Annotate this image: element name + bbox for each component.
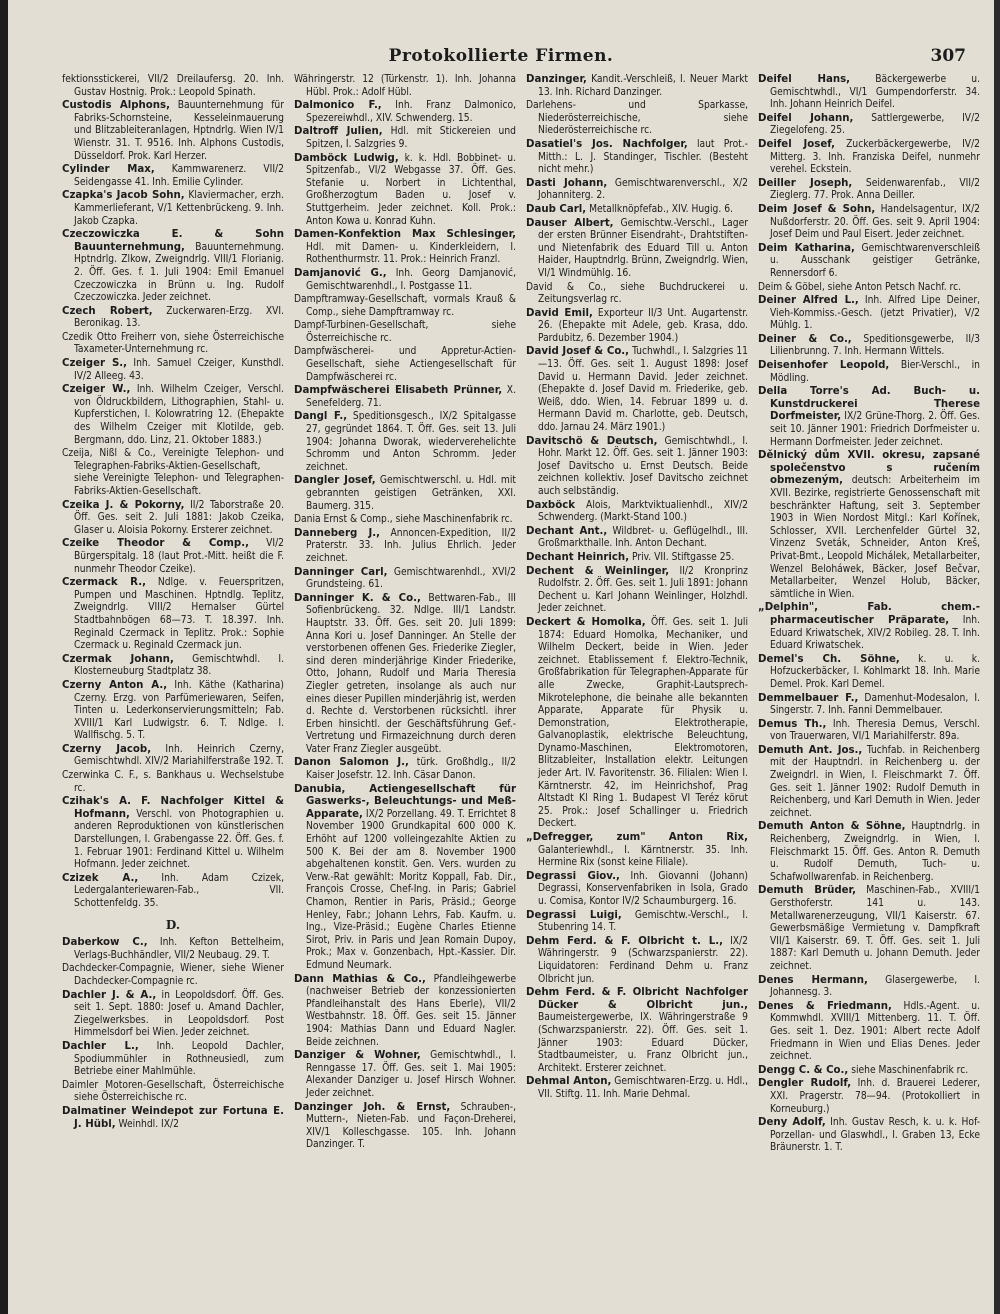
- firm-entry: [294, 229, 516, 267]
- firm-entry: [62, 100, 284, 163]
- firm-name: Deifel Josef,: [758, 138, 835, 150]
- firm-name: Damjanović G.,: [294, 267, 387, 279]
- firm-name: Dalmatiner Weindepot zur Fortuna E. J. Hübl,: [62, 1105, 284, 1130]
- firm-entry: [62, 332, 284, 357]
- firm-name: Dauser Albert,: [526, 217, 614, 229]
- firm-name: Damböck Ludwig,: [294, 152, 399, 164]
- firm-name: Dechant Heinrich,: [526, 551, 630, 563]
- firm-entry: [62, 654, 284, 679]
- firm-details: Ndlge. v. Feuerspritzen, Pumpen und Maschinen. Hptndlg. Teplitz, Zweigndrlg. VIII/2 Hernalser Gürtel Stadtbahnbögen 68—73. T. 18.397. Inh. Reginald Czermack in Teplitz. Prok.: Sophie Czermack u. Reginald Czermack jun.: [74, 577, 284, 652]
- firm-name: David Josef & Co.,: [526, 346, 630, 358]
- firm-entry: [62, 990, 284, 1040]
- firm-name: Dachler L.,: [62, 1040, 139, 1052]
- firm-entry: [526, 218, 748, 281]
- firm-entry: [294, 974, 516, 1050]
- firm-name: Dann Mathias & Co.,: [294, 973, 426, 985]
- firm-entry: [758, 282, 980, 295]
- firm-entry: [294, 1050, 516, 1100]
- firm-details: Kandit.-Verschleiß, I. Neuer Markt 13. Inh. Richard Danzinger.: [538, 74, 748, 98]
- firm-name: Czeczowiczka E. & Sohn Bauunternehmung,: [62, 229, 284, 253]
- firm-entry: [294, 514, 516, 527]
- firm-name: Danubia, Actiengesellschaft für Gaswerks-, Beleuchtungs- und Meß-Apparate,: [294, 783, 516, 820]
- firm-name: Danninger Carl,: [294, 566, 388, 578]
- firm-details: fektionsstickerei, VII/2 Dreilaufersg. 20. Inh. Gustav Hostnig. Prok.: Leopold Spinath.: [62, 74, 284, 98]
- firm-entry: [294, 320, 516, 345]
- firm-entry: [758, 1065, 980, 1078]
- firm-details: Inh. Theresia Demus, Verschl. von Trauerwaren, VI/1 Mariahilferstr. 89a.: [770, 718, 980, 743]
- firm-details: Inh. Samuel Czeiger, Kunsthdl. IV/2 Alleeg. 43.: [74, 358, 284, 382]
- firm-details: Annoncen-Expedition, II/2 Praterstr. 33. Inh. Julius Ehrlich. Jeder zeichnet.: [306, 527, 516, 564]
- firm-details: Galanteriewhdl., I. Kärntnerstr. 35. Inh. Hermine Rix (sonst keine Filiale).: [538, 844, 748, 869]
- firm-entry: [526, 1076, 748, 1101]
- firm-details: Seidenwarenfab., VII/2 Zieglerg. 77. Prok. Anna Deiller.: [770, 177, 980, 202]
- firm-details: Dania Ernst & Comp., siehe Maschinenfabrik rc.: [294, 514, 513, 526]
- column-1: [62, 74, 284, 1304]
- firm-details: Dampftramway-Gesellschaft, vormals Krauß & Comp., siehe Dampftramway rc.: [294, 294, 516, 318]
- firm-name: Davitschö & Deutsch,: [526, 435, 658, 447]
- firm-name: Czerny Jacob,: [62, 743, 152, 755]
- firm-entry: [526, 100, 748, 138]
- firm-entry: [526, 526, 748, 551]
- firm-entry: [294, 411, 516, 474]
- firm-details: Deim & Göbel, siehe Anton Petsch Nachf. rc.: [758, 281, 962, 293]
- firm-entry: [526, 346, 748, 434]
- firm-details: Gemischtwhdl. I. Klosterneuburg Stadtplatz 38.: [74, 653, 284, 678]
- firm-entry: [62, 1106, 284, 1131]
- firm-name: Czeika J. & Pokorny,: [62, 499, 185, 511]
- firm-details: Handelsagentur, IX/2 Nußdorferstr. 20. Öff. Ges. seit 9. April 1904: Josef Deim und Paul Eisert. Jeder zeichnet.: [770, 203, 980, 241]
- firm-details: Dampf-Turbinen-Gesellschaft, siehe Österreichische rc.: [294, 320, 516, 344]
- firm-details: siehe Maschinenfabrik rc.: [848, 1064, 969, 1076]
- firm-details: VI/2 Bürgerspitalg. 18 (laut Prot.-Mitt. heißt die F. nunmehr Theodor Czeike).: [74, 538, 284, 575]
- firm-details: Kammwarenerz. VII/2 Seidengasse 41. Inh. Emilie Cylinder.: [74, 164, 284, 188]
- firm-details: Inh. Georg Damjanović, Gemischtwarenhdl., I. Postgasse 11.: [306, 267, 516, 292]
- firm-entry: [62, 680, 284, 743]
- firm-name: Czermack R.,: [62, 577, 146, 589]
- firm-name: Dachler J. & A.,: [62, 989, 157, 1001]
- firm-details: IX/2 Währingerstr. 9 (Schwarzspanierstr. 22). Liquidatoren: Ferdinand Dehm u. Franz Olbricht jun.: [538, 935, 748, 985]
- directory-columns: [62, 74, 978, 1304]
- firm-name: Deny Adolf,: [758, 1117, 826, 1129]
- firm-entry: [758, 386, 980, 449]
- firm-entry: [526, 936, 748, 986]
- firm-name: Daberkow C.,: [62, 937, 148, 949]
- firm-details: Bäckergewerbe u. Gemischtwhdl., VI/1 Gumpendorferstr. 34. Inh. Johann Heinrich Deifel.: [770, 74, 980, 111]
- firm-entry: [294, 593, 516, 757]
- column-3: [526, 74, 748, 1304]
- firm-details: Daimler Motoren-Gesellschaft, Österreichische siehe Österreichische rc.: [62, 1079, 284, 1104]
- firm-entry: [758, 821, 980, 884]
- firm-name: Dampfwäscherei Elisabeth Prünner,: [294, 385, 503, 397]
- firm-details: Inh. Eduard Kriwatschek, XIV/2 Robileg. 28. T. Inh. Eduard Kriwatschek.: [770, 614, 980, 652]
- firm-entry: [62, 306, 284, 331]
- firm-name: Deiner Alfred L.,: [758, 295, 859, 307]
- firm-details: Zuckerwaren-Erzg. XVI. Beronikag. 13.: [74, 305, 284, 330]
- firm-entry: [294, 126, 516, 151]
- firm-entry: [62, 538, 284, 576]
- firm-entry: [294, 294, 516, 319]
- firm-details: Hauptndrlg. in Reichenberg, Zweigndrlg. in Wien, I. Fleischmarkt 15. Öff. Ges. Anton R. Demuth u. Rudolf Demuth, Tuch- u. Schafwollwarenfab. in Reichenberg.: [770, 821, 980, 883]
- firm-entry: [526, 436, 748, 499]
- firm-details: Hdls.-Agent. u. Kommwhdl. XVIII/1 Mittenberg. 11. T. Öff. Ges. seit 1. Dez. 1901: Albert recte Adolf Friedmann in Wien und Elias Denes. Jeder zeichnet.: [770, 1000, 980, 1063]
- firm-entry: [62, 1080, 284, 1105]
- firm-name: Deiller Joseph,: [758, 177, 853, 189]
- firm-details: Inh. Gustav Resch, k. u. k. Hof-Porzellan- und Glaswhdl., I. Graben 13, Ecke Bräunerstr. 1. T.: [770, 1117, 980, 1154]
- firm-details: II/2 Kronprinz Rudolfstr. 2. Öff. Ges. seit 1. Juli 1891: Johann Dechent u. Karl Johann Weinlinger, Holzhdl. Jeder zeichnet.: [538, 565, 748, 615]
- firm-name: Custodis Alphons,: [62, 100, 170, 112]
- firm-details: Gemischtwarenverschl., X/2 Johanniterg. 2.: [538, 177, 748, 202]
- firm-entry: [526, 139, 748, 177]
- firm-entry: [526, 617, 748, 831]
- firm-entry: [294, 1102, 516, 1152]
- firm-name: Dalmonico F.,: [294, 100, 382, 112]
- firm-name: Deim Josef & Sohn,: [758, 203, 876, 215]
- firm-name: Czeiger W.,: [62, 384, 131, 396]
- firm-name: Denes & Friedmann,: [758, 1000, 892, 1012]
- firm-details: Schrauben-, Muttern-, Nieten-Fab. und Façon-Dreherei, XIV/1 Kolleschgasse. 105. Inh. Johann Danzinger. T.: [306, 1101, 516, 1151]
- scan-edge: [0, 0, 8, 1314]
- firm-name: Danon Salomon J.,: [294, 757, 409, 769]
- firm-entry: [62, 358, 284, 383]
- firm-details: Bauunternehmung für Fabriks-Schornsteine, Kesseleinmauerung und Blitzableiteranlagen, Hptndrlg. Wien IV/1 Wienstr. 31. T. 9516. Inh. Alphons Custodis, Düsseldorf. Prok. Karl Herzer.: [74, 100, 284, 162]
- firm-entry: [294, 385, 516, 410]
- firm-details: Speditionsgewerbe, II/3 Lilienbrunng. 7. Inh. Hermann Wittels.: [770, 333, 980, 358]
- firm-details: Gemischtwarenverschleiß u. Ausschank geistiger Getränke, Rennersdorf 6.: [770, 242, 980, 279]
- firm-details: Öff. Ges. seit 1. Juli 1874: Eduard Homolka, Mechaniker, und Wilhelm Deckert, beide in Wien. Jeder zeichnet. Etablissement f. Elektro-Technik, Großfabrikation für Telegraphen-Apparate für alle Zwecke, Graphit-Lautsprech-Mikrotelephone, die beinahe alle bekannten Apparate, Apparate für Physik u. Demonstration, Elektrotherapie, Galvanoplastik, elektrische Beleuchtung, Dynamo-Maschinen, Elektromotoren, Blitzableiter, Installation elektr. Leitungen jeder Art. IV. Favoritenstr. 36. Filialen: Wien I. Kärntnerstr. 42, im Heinrichshof, Prag Altstadt Kl Ring 1. Budapest VI Teréz körut 25. Prok.: Josef Schallinger u. Friedrich Deckert.: [538, 616, 748, 830]
- firm-details: Tuchfab. in Reichenberg mit der Hauptndrl. in Reichenberg u. der Zweigndrl. in Wien, I. Fleischmarkt 7. Öff. Ges. seit 1. Jänner 1902: Rudolf Demuth in Reichenberg, und Karl Demuth in Wien. Jeder zeichnet.: [770, 744, 980, 819]
- firm-entry: [62, 448, 284, 498]
- firm-details: Bauunternehmung. Hptndrlg. Zlkow, Zweigndrlg. VIII/1 Florianig. 2. Öff. Ges. f. 1. Juli 1904: Emil Emanuel Czeczowiczka in Brünn u. Ing. Rudolf Czeczowiczka. Jeder zeichnet.: [74, 241, 284, 304]
- firm-details: IX/2 Grüne-Thorg. 2. Öff. Ges. seit 10. Jänner 1901: Friedrich Dorfmeister u. Hermann Dorfmeister. Jeder zeichnet.: [770, 411, 980, 448]
- firm-entry: [294, 528, 516, 566]
- firm-name: Denes Hermann,: [758, 974, 868, 986]
- firm-name: Deifel Hans,: [758, 74, 851, 85]
- firm-entry: [62, 937, 284, 962]
- firm-entry: [526, 282, 748, 307]
- firm-entry: [62, 190, 284, 228]
- firm-entry: [758, 178, 980, 203]
- firm-details: Verschl. von Photographien u. anderen Reproduktionen von künstlerischen Darstellungen, I. Grabengasse 22. Öff. Ges. f. 1. Februar 1901: Ferdinand Kittel u. Wilhelm Hofmann. Jeder zeichnet.: [74, 808, 284, 871]
- firm-entry: [294, 475, 516, 513]
- firm-name: Dasti Johann,: [526, 177, 608, 189]
- firm-details: Czerwinka C. F., s. Bankhaus u. Wechselstube rc.: [62, 770, 284, 794]
- firm-details: Gemischtw.-Verschl., I. Stubenring 14. T.: [538, 909, 748, 934]
- firm-details: Wildbret- u. Geflügelhdl., III. Großmarkthalle. Inh. Anton Dechant.: [538, 525, 748, 550]
- firm-entry: [62, 500, 284, 538]
- firm-name: Demmelbauer F.,: [758, 692, 859, 704]
- firm-details: Sattlergewerbe, IV/2 Ziegelofeng. 25.: [770, 112, 980, 137]
- firm-entry: [62, 577, 284, 653]
- firm-details: Inh. Wilhelm Czeiger, Verschl. von Öldruckbildern, Lithographien, Stahl- u. Kupferstichen, I. Kolowratring 12. (Ehepakte des Wilhelm Czeiger mit Klotilde, geb. Bergmann, ddo. Linz, 21. Oktober 1883.): [74, 384, 284, 446]
- firm-entry: [758, 450, 980, 601]
- firm-details: Maschinen-Fab., XVIII/1 Gersthoferstr. 141 u. 143. Metallwarenerzeugung, VII/1 Kaiserstr. 67. Gewerbsmäßige Vermietung v. Dampfkraft VII/1 Kaiserstr. 69. T. Öff. Ges. seit 1. Juli 1887: Karl Demuth u. Johann Demuth. Jeder zeichnet.: [770, 885, 980, 972]
- firm-entry: [526, 204, 748, 217]
- firm-details: David & Co., siehe Buchdruckerei u. Zeitungsverlag rc.: [526, 281, 748, 306]
- firm-entry: [758, 975, 980, 1000]
- firm-name: Czeiger S.,: [62, 358, 128, 370]
- firm-entry: [294, 268, 516, 293]
- column-2: [294, 74, 516, 1304]
- firm-entry: [758, 74, 980, 112]
- section-letter: D.: [165, 917, 181, 932]
- firm-name: Czerny Anton A.,: [62, 679, 168, 691]
- firm-name: Deisenhofer Leopold,: [758, 360, 890, 372]
- firm-details: Damenhut-Modesalon, I. Singerstr. 7. Inh. Fanni Demmelbauer.: [770, 692, 980, 717]
- firm-name: Czech Robert,: [62, 305, 153, 317]
- firm-entry: [294, 153, 516, 229]
- firm-entry: [758, 139, 980, 177]
- firm-entry: [758, 243, 980, 281]
- firm-name: Demel's Ch. Söhne,: [758, 653, 900, 665]
- firm-name: Dehm Ferd. & F. Olbricht t. L.,: [526, 935, 723, 947]
- firm-details: Inh. Kefton Bettelheim, Verlags-Buchhändler, VII/2 Neubaug. 29. T.: [74, 937, 284, 961]
- firm-entry: [294, 100, 516, 125]
- firm-name: Degrassi Luigi,: [526, 909, 622, 921]
- firm-name: Daltroff Julien,: [294, 126, 383, 138]
- firm-entry: [62, 770, 284, 795]
- running-title: Protokollierte Firmen.: [388, 46, 614, 66]
- firm-entry: [294, 567, 516, 592]
- firm-details: deutsch: Arbeiterheim im XVII. Bezirke, registrierte Genossenschaft mit beschränkter Haftung, seit 3. September 1903 in Wien Nordost Mitgl.: Karl Kořínek, Schlosser, XVII. Lerchenfelder Gürtel 32, Vinzenz Sveták, Schneider, Anton Kreš, Privat-Bmt., Leopold Michálek, Metallarbeiter, Wenzel Beloháwek, Bäcker, Josef Bečvar, Metallarbeiter, Wenzel Holub, Bäcker, sämtliche in Wien.: [770, 475, 980, 600]
- firm-entry: [758, 113, 980, 138]
- firm-details: Inh. Käthe (Katharina) Czerny. Erzg. von Parfümeriewaren, Seifen, Tinten u. Lederkonservierungsmitteln; Fab. XVIII/1 Karl Ludwigstr. 6. T. Ndlge. I. Wallfischg. 5. T.: [74, 679, 284, 742]
- firm-name: David Emil,: [526, 307, 593, 319]
- firm-name: Dengler Rudolf,: [758, 1078, 852, 1090]
- firm-entry: [62, 963, 284, 988]
- firm-details: Metallknöpfefab., XIV. Hugig. 6.: [586, 203, 733, 215]
- firm-details: Bier-Verschl., in Mödling.: [770, 360, 980, 384]
- firm-details: Hdl. mit Stickereien und Spitzen, I. Salzgries 9.: [306, 126, 516, 150]
- firm-name: „Defregger, zum" Anton Rix,: [526, 832, 748, 844]
- firm-entry: [758, 295, 980, 333]
- firm-name: Dangl F.,: [294, 411, 348, 423]
- firm-name: Deiner & Co.,: [758, 333, 852, 345]
- firm-name: Demuth Brüder,: [758, 885, 856, 897]
- firm-name: Degrassi Giov.,: [526, 870, 620, 882]
- firm-details: Gemischtwaren-Erzg. u. Hdl., VII. Stiftg. 11. Inh. Marie Dehmal.: [538, 1076, 748, 1100]
- firm-name: Dechent & Weinlinger,: [526, 565, 670, 577]
- firm-name: Danziger & Wohner,: [294, 1050, 421, 1062]
- firm-entry: [526, 910, 748, 935]
- firm-entry: [526, 566, 748, 616]
- firm-details: Klaviermacher, erzh. Kammerlieferant, V/1 Kettenbrückeng. 9. Inh. Jakob Czapka.: [74, 190, 284, 227]
- firm-name: Czeike Theodor & Comp.,: [62, 538, 249, 550]
- firm-details: Hdl. mit Damen- u. Kinderkleidern, I. Rothenthurmstr. 11. Prok.: Heinrich Franzl.: [306, 241, 516, 266]
- firm-details: X. Senefelderg. 71.: [306, 385, 516, 409]
- firm-entry: [62, 229, 284, 305]
- firm-entry: [526, 832, 748, 870]
- firm-details: Gemischtwhdl., I. Hohr. Markt 12. Öff. Ges. seit 1. Jänner 1903: Josef Davitscho u. Ernst Deutsch. Beide zeichnen kollektiv. Josef Davitscho zeichnet auch selbständig.: [538, 435, 748, 497]
- firm-name: Dengg C. & Co.,: [758, 1064, 849, 1076]
- firm-entry: [62, 873, 284, 911]
- firm-name: Dangler Josef,: [294, 475, 376, 487]
- firm-entry: [294, 346, 516, 384]
- document-page: [8, 0, 994, 1314]
- firm-details: Inh. d. Brauerei Lederer, XXI. Pragerstr. 78—94. (Protokolliert in Korneuburg.): [770, 1078, 980, 1115]
- firm-details: Inh. Leopold Dachler, Spodiummühler in Rothneusiedl, zum Betriebe einer Mahlmühle.: [74, 1040, 284, 1078]
- firm-entry: [62, 744, 284, 769]
- page-header: [8, 46, 994, 70]
- firm-details: laut Prot.-Mitth.: L. J. Standinger, Tischler. (Besteht nicht mehr.): [538, 138, 748, 176]
- firm-name: Deim Katharina,: [758, 242, 855, 254]
- firm-details: Inh. Adam Czizek, Ledergalanteriewaren-Fab., VII. Schottenfeldg. 35.: [74, 872, 284, 909]
- firm-details: Dampfwäscherei- und Appretur-Actien-Gesellschaft, siehe Actiengesellschaft für Dampfwäscherei rc.: [294, 346, 516, 383]
- firm-name: Czermak Johann,: [62, 653, 174, 665]
- firm-name: Della Torre's Ad. Buch- u. Kunstdruckerei Therese Dorfmeister,: [758, 386, 980, 423]
- firm-details: Bettwaren-Fab., III Sofienbrückeng. 32. Ndlge. III/1 Landstr. Hauptstr. 33. Öff. Ges. seit 20. Juli 1899: Anna Kori u. Josef Danninger. An Stelle der verstorbenen offenen Ges. Friederike Ziegler, sind deren minderjährige Kinder Friederike, Otto, Johann, Rudolf und Maria Theresia Ziegler getreten, insolange als auch nur eines dieser Pupillen minderjährig ist, werden d. Rechte d. Verstorbenen rücksichtl. ihrer Erben hinsichtl. der Geschäftsführung Gef.-Vertretung und Firmazeichnung durch deren Vater Franz Ziegler ausgeübt.: [306, 592, 516, 755]
- firm-entry: [758, 745, 980, 821]
- firm-entry: [758, 654, 980, 692]
- firm-details: Baumeistergewerbe, IX. Währingerstraße 9 (Schwarzspanierstr. 22). Öff. Ges. seit 1. Jänner 1903: Eduard Dücker, Stadtbaumeister, u. Franz Olbricht jun., Architekt. Ersterer zeichnet.: [538, 1012, 748, 1074]
- firm-details: Inh. Franz Dalmonico, Spezereiwhdl., XIV. Schwenderg. 15.: [306, 100, 516, 124]
- firm-details: Priv. VII. Stiftgasse 25.: [629, 551, 735, 563]
- firm-entry: [758, 204, 980, 242]
- firm-details: II/2 Taborstraße 20. Öff. Ges. seit 2. Juli 1881: Jakob Czeika, Glaser u. Aloisia Pokorny. Ersterer zeichnet.: [74, 499, 284, 536]
- firm-entry: [526, 987, 748, 1075]
- firm-entry: [294, 757, 516, 782]
- firm-name: Czizek A.,: [62, 872, 139, 884]
- firm-entry: [62, 1041, 284, 1079]
- firm-name: „Delphin", Fab. chem.-pharmaceutischer Präparate,: [758, 602, 980, 626]
- firm-entry: [526, 178, 748, 203]
- firm-details: Inh. Giovanni (Johann) Degrassi, Konservenfabriken in Isola, Grado u. Comisa, Kontor IV/2 Schaumburgerg. 16.: [538, 870, 748, 907]
- page-number: 307: [930, 46, 966, 66]
- firm-details: Exporteur II/3 Unt. Augartenstr. 26. (Ehepakte mit Adele, geb. Krasa, ddo. Pardubitz, 6. Dezember 1904.): [538, 307, 748, 344]
- firm-name: Demus Th.,: [758, 718, 827, 730]
- firm-entry: [62, 796, 284, 872]
- firm-entry: [758, 1078, 980, 1116]
- firm-entry: [758, 693, 980, 718]
- firm-details: Gemischtw.-Verschl., Lager der ersten Brünner Eisendraht-, Drahtstiften- und Nietenfabrik des Eduard Till u. Anton Haider, Hauptndrlg. Brünn, Zweigndrlg. Wien, VI/1 Windmühlg. 16.: [538, 217, 748, 279]
- firm-entry: [758, 334, 980, 359]
- firm-name: Damen-Konfektion Max Schlesinger,: [294, 229, 516, 241]
- firm-details: Czedik Otto Freiherr von, siehe Österreichische Taxameter-Unternehmung rc.: [62, 331, 284, 356]
- firm-details: k. u. k. Hofzuckerbäcker, I. Kohlmarkt 18. Inh. Marie Demel. Prok. Karl Demel.: [770, 653, 980, 690]
- firm-name: Demuth Ant. Jos.,: [758, 744, 863, 756]
- firm-name: Dehm Ferd. & F. Olbricht Nachfolger Dücker & Olbricht jun.,: [526, 987, 748, 1011]
- firm-entry: [526, 871, 748, 909]
- firm-entry: [526, 74, 748, 99]
- firm-name: Danzinger,: [526, 74, 587, 85]
- column-4: [758, 74, 980, 1304]
- firm-details: in Leopoldsdorf. Öff. Ges. seit 1. Sept. 1880: Josef u. Amand Dachler, Ziegelwerksbes. in Leopoldsdorf. Post Himmelsdorf bei Wien. Jeder zeichnet.: [74, 989, 284, 1039]
- firm-entry: [294, 784, 516, 973]
- firm-entry: [62, 164, 284, 189]
- firm-name: Deckert & Homolka,: [526, 616, 646, 628]
- firm-details: Weinhdl. IX/2: [115, 1118, 179, 1130]
- firm-name: Czihak's A. F. Nachfolger Kittel & Hofmann,: [62, 796, 284, 820]
- firm-entry: [758, 602, 980, 652]
- firm-entry: [62, 74, 284, 99]
- firm-details: Inh. Heinrich Czerny, Gemischtwhdl. XIV/2 Mariahilferstraße 192. T.: [74, 743, 284, 768]
- firm-name: Daxböck: [526, 499, 576, 511]
- firm-details: Tuchwhdl., I. Salzgries 11—13. Öff. Ges. seit 1. August 1898: Josef David u. Hermann David. Jeder zeichnet. (Ehepakte d. Josef David m. Friederike, geb. Weiß, ddo. Wien, 14. Februar 1899 u. d. Hermann David m. Charlotte, geb. Deutsch, ddo. Jarnau 24. März 1901.): [538, 346, 748, 434]
- firm-details: k. k. Hdl. Bobbinet- u. Spitzenfab., VI/2 Webgasse 37. Öff. Ges. Stefanie u. Norbert in Lichtenthal, Großherzogtum Baden u. Josef v. Stuttgerheim. Jeder zeichnet. Koll. Prok.: Anton Kowa u. Konrad Kuhn.: [306, 152, 516, 227]
- firm-details: Glasergewerbe, I. Johannesg. 3.: [770, 974, 980, 999]
- firm-entry: [758, 719, 980, 744]
- firm-details: Inh. Alfred Lipe Deiner, Vieh-Kommiss.-Gesch. (jetzt Privatier), V/2 Mühlg. 1.: [770, 295, 980, 332]
- firm-details: Gemischtwarenhdl., XVI/2 Grundsteing. 61.: [306, 566, 516, 591]
- firm-details: Czeija, Nißl & Co., Vereinigte Telephon- und Telegraphen-Fabriks-Aktien-Gesellschaft, siehe Vereinigte Telephon- und Telegraphen-Fabriks-Aktien-Gesellschaft.: [62, 448, 284, 497]
- firm-entry: [526, 552, 748, 565]
- firm-name: Daub Carl,: [526, 203, 587, 215]
- firm-entry: [758, 360, 980, 385]
- firm-name: Demuth Anton & Söhne,: [758, 821, 906, 833]
- firm-entry: [758, 1117, 980, 1155]
- firm-details: Speditionsgesch., IX/2 Spitalgasse 27, gegründet 1864. T. Öff. Ges. seit 13. Juli 1904: Johanna Dworak, wiederverehelichte Schromm und Anton Schromm. Jeder zeichnet.: [306, 411, 516, 473]
- firm-name: Dechant Ant.,: [526, 525, 608, 537]
- firm-details: türk. Großhdlg., II/2 Kaiser Josefstr. 12. Inh. Cäsar Danon.: [306, 757, 516, 782]
- firm-entry: [526, 308, 748, 346]
- firm-name: Danzinger Joh. & Ernst,: [294, 1101, 451, 1113]
- firm-details: Gemischtwhdl., I. Renngasse 17. Öff. Ges. seit 1. Mai 1905: Alexander Danziger u. Josef Hirsch Wohner. Jeder zeichnet.: [306, 1050, 516, 1099]
- firm-details: Gemischtwerschl. u. Hdl. mit gebrannten geistigen Getränken, XXI. Baumerg. 315.: [306, 475, 516, 512]
- firm-entry: [294, 74, 516, 99]
- firm-name: Cylinder Max,: [62, 164, 155, 176]
- firm-name: Dehmal Anton,: [526, 1076, 612, 1088]
- firm-details: Darlehens- und Sparkasse, Niederösterreichische, siehe Niederösterreichische rc.: [526, 100, 748, 137]
- firm-name: Danninger K. & Co.,: [294, 592, 421, 604]
- firm-entry: [758, 1001, 980, 1064]
- firm-name: Danneberg J.,: [294, 527, 380, 539]
- firm-entry: [526, 500, 748, 525]
- firm-name: Czapka's Jacob Sohn,: [62, 190, 185, 202]
- firm-details: Zuckerbäckergewerbe, IV/2 Mitterg. 3. Inh. Franziska Deifel, nunmehr verehel. Eckstein.: [770, 138, 980, 176]
- firm-details: Dachdecker-Compagnie, Wiener, siehe Wiener Dachdecker-Compagnie rc.: [62, 963, 284, 987]
- firm-name: Deifel Johann,: [758, 112, 854, 124]
- firm-details: Währingerstr. 12 (Türkenstr. 1). Inh. Johanna Hübl. Prok.: Adolf Hübl.: [294, 74, 516, 98]
- firm-entry: [62, 384, 284, 447]
- firm-name: Dasatiel's Jos. Nachfolger,: [526, 138, 688, 150]
- firm-entry: [758, 885, 980, 973]
- firm-name: Dělnický dům XVII. okresu, zapsané společenstvo s ručením obmezeným,: [758, 450, 980, 487]
- firm-details: IX/2 Porzellang. 49. T. Errichtet 8 November 1900 Grundkapital 600 000 K. Erhöht auf 1200 volleingezahlte Aktien zu 500 K. Bei der am 8. November 1900 abgehaltenen konstit. Gen. Vers. wurden zu Verw.-Rat gewählt: Moritz Koppall, Fab. Dir., François Crosse, Chef-Ing. in Paris; Gabriel Chamon, Rentier in Paris, Präsid.; George Henley, Fabr.; Johann Lehrs, Fab. Kaufm. u. Ing., Vize-Präsid.; Eugène Charles Etienne Sirot, Priv. in Paris und Jean Romain Dupoy, Prok.; Max v. Gonzenbach, Hpt.-Kassier. Dir. Edmund Neumark.: [306, 808, 516, 971]
- firm-details: Alois, Marktviktualienhdl., XIV/2 Schwenderg. (Markt-Stand 100.): [538, 499, 748, 524]
- firm-details: Pfandleihgewerbe (nachweiser Betrieb der konzessionierten Pfandleihanstalt des Hans Eberle), VII/2 Westbahnstr. 18. Öff. Ges. seit 15. Jänner 1904: Mathias Dann und Eduard Nagler. Beide zeichnen.: [306, 973, 516, 1048]
